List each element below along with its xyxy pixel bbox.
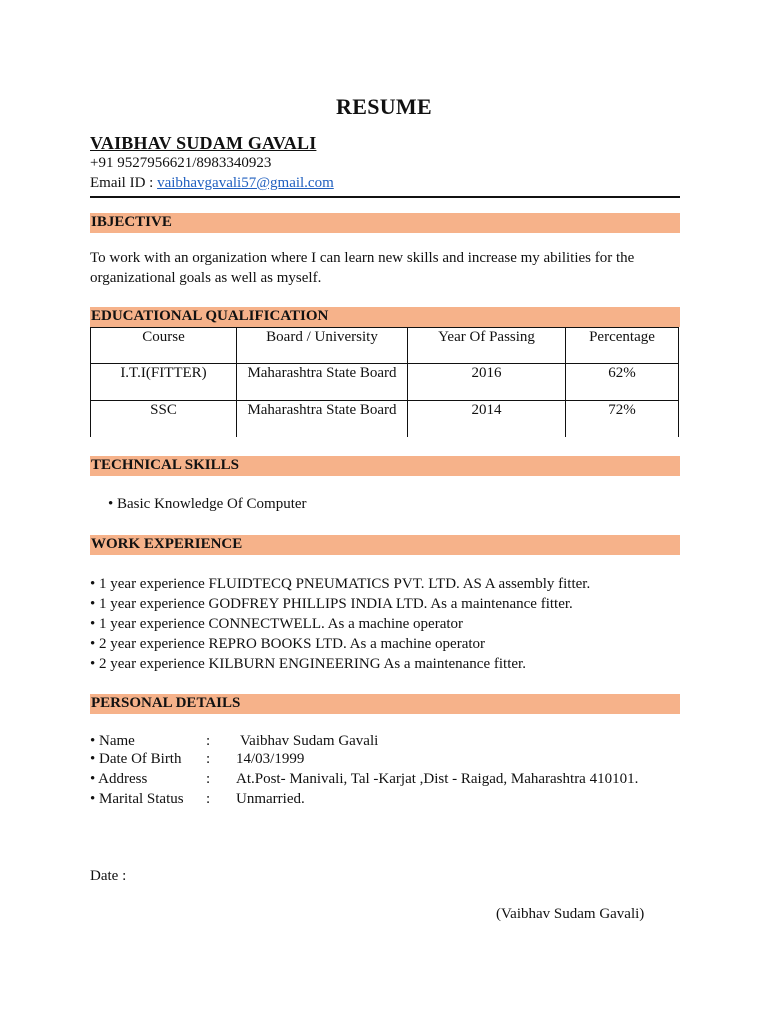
table-header-cell: Year Of Passing <box>408 328 566 364</box>
personal-colon: : <box>206 751 211 767</box>
personal-label: • Marital Status <box>90 791 184 807</box>
email-label: Email ID : <box>90 175 158 191</box>
table-row <box>91 364 679 401</box>
experience-item: • 2 year experience KILBURN ENGINEERING As a maintenance fitter. <box>90 656 526 672</box>
table-cell: 62% <box>566 364 679 401</box>
table-cell: 2014 <box>408 401 566 438</box>
personal-value: 14/03/1999 <box>236 751 305 767</box>
signature-name: (Vaibhav Sudam Gavali) <box>496 906 645 922</box>
experience-item: • 1 year experience CONNECTWELL. As a machine operator <box>90 616 464 632</box>
candidate-name: VAIBHAV SUDAM GAVALI <box>90 133 317 153</box>
table-cell: I.T.I(FITTER) <box>91 364 237 401</box>
experience-item: • 1 year experience FLUIDTECQ PNEUMATICS PVT. LTD. AS A assembly fitter. <box>90 576 591 592</box>
table-cell: Maharashtra State Board <box>237 364 408 401</box>
skill-item: • Basic Knowledge Of Computer <box>108 496 307 512</box>
table-header-cell: Course <box>91 328 237 364</box>
table-row <box>91 401 679 438</box>
table-header-cell: Board / University <box>237 328 408 364</box>
table-cell: 2016 <box>408 364 566 401</box>
table-cell: Maharashtra State Board <box>237 401 408 438</box>
personal-value: Unmarried. <box>236 791 305 807</box>
experience-item: • 2 year experience REPRO BOOKS LTD. As a machine operator <box>90 636 486 652</box>
section-personal-heading: PERSONAL DETAILS <box>90 694 680 714</box>
personal-colon: : <box>206 791 211 807</box>
table-cell: SSC <box>91 401 237 438</box>
personal-label: • Date Of Birth <box>90 751 182 767</box>
personal-label: • Address <box>90 771 148 787</box>
table-header-cell: Percentage <box>566 328 679 364</box>
personal-colon: : <box>206 771 211 787</box>
phone-number: +91 9527956621/8983340923 <box>90 155 272 171</box>
section-work-heading: WORK EXPERIENCE <box>90 535 680 555</box>
email-line <box>90 175 334 192</box>
section-objective-heading: IBJECTIVE <box>90 213 680 233</box>
date-label: Date : <box>90 868 127 884</box>
header-divider <box>90 196 680 198</box>
personal-label: • Name <box>90 733 135 749</box>
education-table <box>90 327 679 437</box>
email-link[interactable]: vaibhavgavali57@gmail.com <box>157 175 334 191</box>
section-skills-heading: TECHNICAL SKILLS <box>90 456 680 476</box>
resume-title: RESUME <box>336 94 432 119</box>
personal-colon: : <box>206 733 211 749</box>
section-education-heading: EDUCATIONAL QUALIFICATION <box>90 307 680 327</box>
personal-value: Vaibhav Sudam Gavali <box>240 733 379 749</box>
table-header-row <box>91 328 679 364</box>
table-cell: 72% <box>566 401 679 438</box>
objective-text: To work with an organization where I can learn new skills and increase my abilities for the organizational goals as well as myself. <box>90 250 635 286</box>
personal-value: At.Post- Manivali, Tal -Karjat ,Dist - Raigad, Maharashtra 410101. <box>236 771 639 787</box>
experience-item: • 1 year experience GODFREY PHILLIPS INDIA LTD. As a maintenance fitter. <box>90 596 573 612</box>
